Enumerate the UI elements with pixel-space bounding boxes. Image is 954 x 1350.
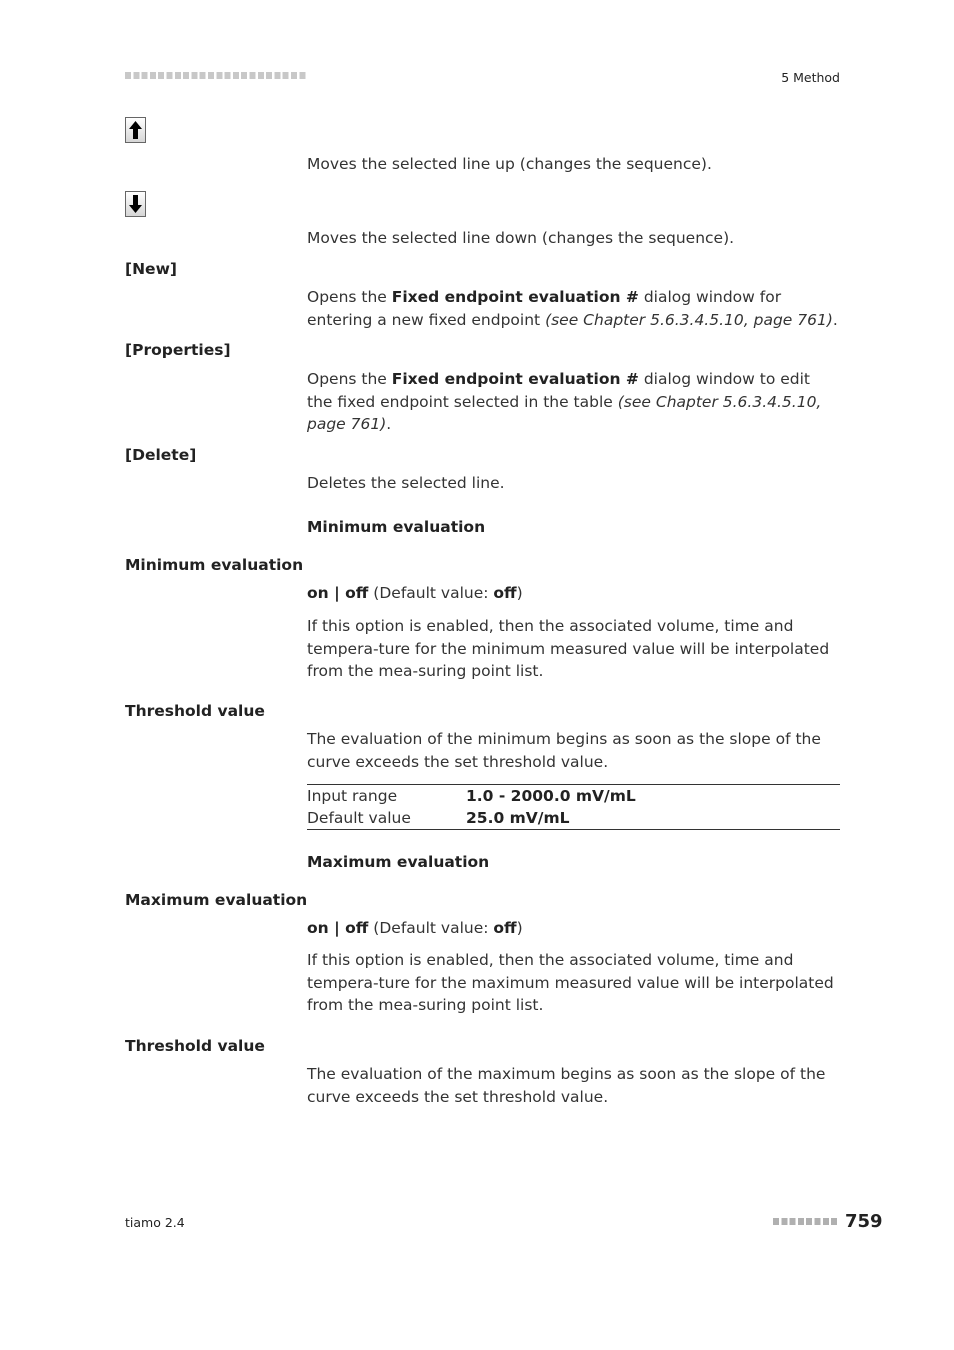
- maximum-evaluation-options: on | off (Default value: off): [307, 919, 523, 937]
- new-term: [New]: [125, 260, 177, 278]
- move-up-description: Moves the selected line up (changes the sequence).: [307, 155, 712, 173]
- input-range-label: Input range: [307, 787, 398, 805]
- properties-description: Opens the Fixed endpoint evaluation # dialog window to edit the fixed endpoint selected in the table (see Chapter 5.6.3.4.5.10, page 761).: [307, 370, 822, 433]
- chapter-reference-link[interactable]: (see Chapter 5.6.3.4.5.10, page 761): [545, 310, 833, 329]
- move-down-button[interactable]: [125, 191, 146, 217]
- maximum-threshold-description: The evaluation of the maximum begins as soon as the slope of the curve exceeds the set threshold value.: [307, 1065, 826, 1106]
- input-range-value: 1.0 - 2000.0 mV/mL: [466, 787, 636, 805]
- page-number: 759: [845, 1211, 883, 1232]
- product-version: tiamo 2.4: [125, 1215, 185, 1230]
- header-decoration: [125, 72, 307, 79]
- delete-description: Deletes the selected line.: [307, 474, 505, 492]
- maximum-evaluation-description: If this option is enabled, then the associated volume, time and tempera-ture for the maximum measured value will be interpolated from the mea-suring point list.: [307, 951, 834, 1014]
- new-description: Opens the Fixed endpoint evaluation # dialog window for entering a new fixed endpoint (see Chapter 5.6.3.4.5.10, page 761).: [307, 288, 838, 329]
- chapter-reference-link[interactable]: (see Chapter 5.6.3.4.5.10, page 761): [307, 392, 822, 433]
- default-value-value: 25.0 mV/mL: [466, 809, 570, 827]
- table-row: [307, 785, 840, 807]
- minimum-threshold-description: The evaluation of the minimum begins as soon as the slope of the curve exceeds the set threshold value.: [307, 730, 821, 771]
- minimum-threshold-term: Threshold value: [125, 702, 265, 720]
- maximum-section-heading: Maximum evaluation: [307, 853, 490, 871]
- delete-term: [Delete]: [125, 446, 197, 464]
- minimum-evaluation-term: Minimum evaluation: [125, 556, 304, 574]
- move-up-button[interactable]: [125, 117, 146, 143]
- maximum-threshold-term: Threshold value: [125, 1037, 265, 1055]
- maximum-evaluation-term: Maximum evaluation: [125, 891, 308, 909]
- move-down-description: Moves the selected line down (changes the sequence).: [307, 229, 735, 247]
- arrow-up-icon: [128, 120, 143, 140]
- footer-decoration: [773, 1218, 839, 1225]
- table-row: [307, 807, 840, 829]
- arrow-down-icon: [128, 194, 143, 214]
- minimum-section-heading: Minimum evaluation: [307, 518, 486, 536]
- threshold-parameter-table: [307, 784, 840, 830]
- default-value-label: Default value: [307, 809, 411, 827]
- chapter-title: 5 Method: [781, 70, 840, 85]
- minimum-evaluation-options: on | off (Default value: off): [307, 584, 523, 602]
- properties-term: [Properties]: [125, 341, 231, 359]
- minimum-evaluation-description: If this option is enabled, then the associated volume, time and tempera-ture for the minimum measured value will be interpolated from the mea-suring point list.: [307, 617, 830, 680]
